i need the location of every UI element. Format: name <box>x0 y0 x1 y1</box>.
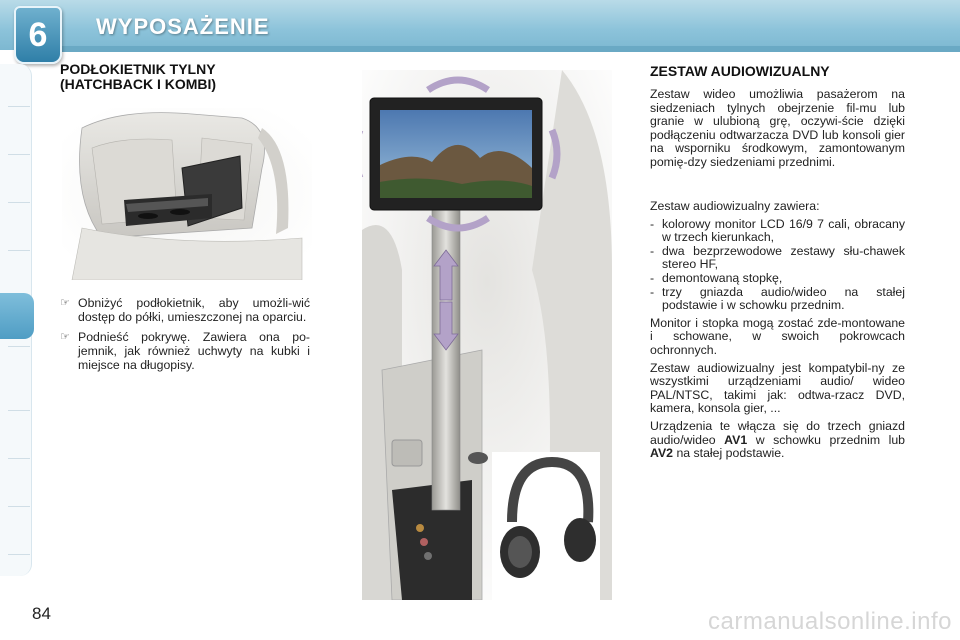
pointing-hand-icon: ☞ <box>60 297 70 309</box>
storage-paragraph: Monitor i stopka mogą zostać zde-montowane i schowane, w swoich pokrowcach ochronnych. <box>650 315 905 357</box>
sockets-text-c: na stałej podstawie. <box>676 446 785 461</box>
list-item <box>60 330 310 372</box>
watermark: carmanualsonline.info <box>708 608 952 635</box>
pointing-hand-icon: ☞ <box>60 331 70 343</box>
list-item <box>60 296 310 324</box>
list-item: - dwa bezprzewodowe zestawy słu-chawek stereo HF, <box>650 243 905 272</box>
wireless-headphones-illustration <box>492 452 600 602</box>
tab-divider <box>8 458 30 459</box>
tab-divider <box>8 554 30 555</box>
page-number: 84 <box>32 604 51 623</box>
contents-item-2: dwa bezprzewodowe zestawy słu-chawek stereo HF, <box>662 243 905 272</box>
contents-item-3: demontowaną stopkę, <box>662 270 783 285</box>
armrest-step-1: Obniżyć podłokietnik, aby umożli-wić dostęp do półki, umieszczonej na oparciu. <box>78 296 310 324</box>
tab-divider <box>8 154 30 155</box>
rear-armrest-illustration <box>62 108 312 280</box>
chapter-title: WYPOSAŻENIE <box>96 14 270 39</box>
tab-divider <box>8 410 30 411</box>
list-item: - kolorowy monitor LCD 16/9 7 cali, obracany w trzech kierunkach, <box>650 216 905 245</box>
audiovisual-details <box>650 200 905 465</box>
tab-divider <box>8 346 30 347</box>
socket-av1-label: AV1 <box>724 432 748 447</box>
sockets-paragraph <box>650 420 905 461</box>
tab-divider <box>8 506 30 507</box>
armrest-step-2: Podnieść pokrywę. Zawiera ona po-jemnik, jak również uchwyty na kubki i miejsce na długopisy. <box>78 330 310 372</box>
armrest-section-title <box>60 62 300 92</box>
chapter-number-badge: 6 <box>14 6 62 64</box>
contents-item-1: kolorowy monitor LCD 16/9 7 cali, obracany w trzech kierunkach, <box>662 216 905 245</box>
socket-av2-label: AV2 <box>650 446 674 461</box>
audiovisual-intro <box>650 88 905 174</box>
intro-paragraph: Zestaw wideo umożliwia pasażerom na siedzeniach tylnych obejrzenie fil-mu lub granie w ulubioną grę, oczywi-ście dzięki podłączeniu odtwarzacza DVD lub konsoli gier na wsporniku środkowym, zamontowanym pomię-dzy siedzeniami przednimi. <box>650 87 905 169</box>
audiovisual-section-title: ZESTAW AUDIOWIZUALNY <box>650 63 830 79</box>
armrest-title-line2: (HATCHBACK I KOMBI) <box>60 76 217 92</box>
sockets-text-b: w schowku przednim lub <box>755 432 905 447</box>
armrest-title-line1: PODŁOKIETNIK TYLNY <box>60 61 216 77</box>
list-item: - trzy gniazda audio/wideo na stałej podstawie i w schowku przednim. <box>650 284 905 313</box>
sockets-text-a: Urządzenia te włącza się do trzech gniazd audio/wideo <box>650 418 905 447</box>
chapter-tab-active[interactable] <box>0 293 34 339</box>
tab-divider <box>8 202 30 203</box>
list-item: - demontowaną stopkę, <box>650 270 783 285</box>
contents-lead: Zestaw audiowizualny zawiera: <box>650 199 820 213</box>
tab-divider <box>8 250 30 251</box>
contents-item-4: trzy gniazda audio/wideo na stałej podstawie i w schowku przednim. <box>662 284 905 313</box>
armrest-instructions-list <box>60 296 310 378</box>
tab-divider <box>8 106 30 107</box>
compatibility-paragraph: Zestaw audiowizualny jest kompatybil-ny ze wszystkimi urządzeniami audio/ wideo PAL/NTSC, takimi jak: odtwa-rzacz DVD, kamera, konsola gier, ... <box>650 360 905 416</box>
header-underline <box>60 46 960 52</box>
